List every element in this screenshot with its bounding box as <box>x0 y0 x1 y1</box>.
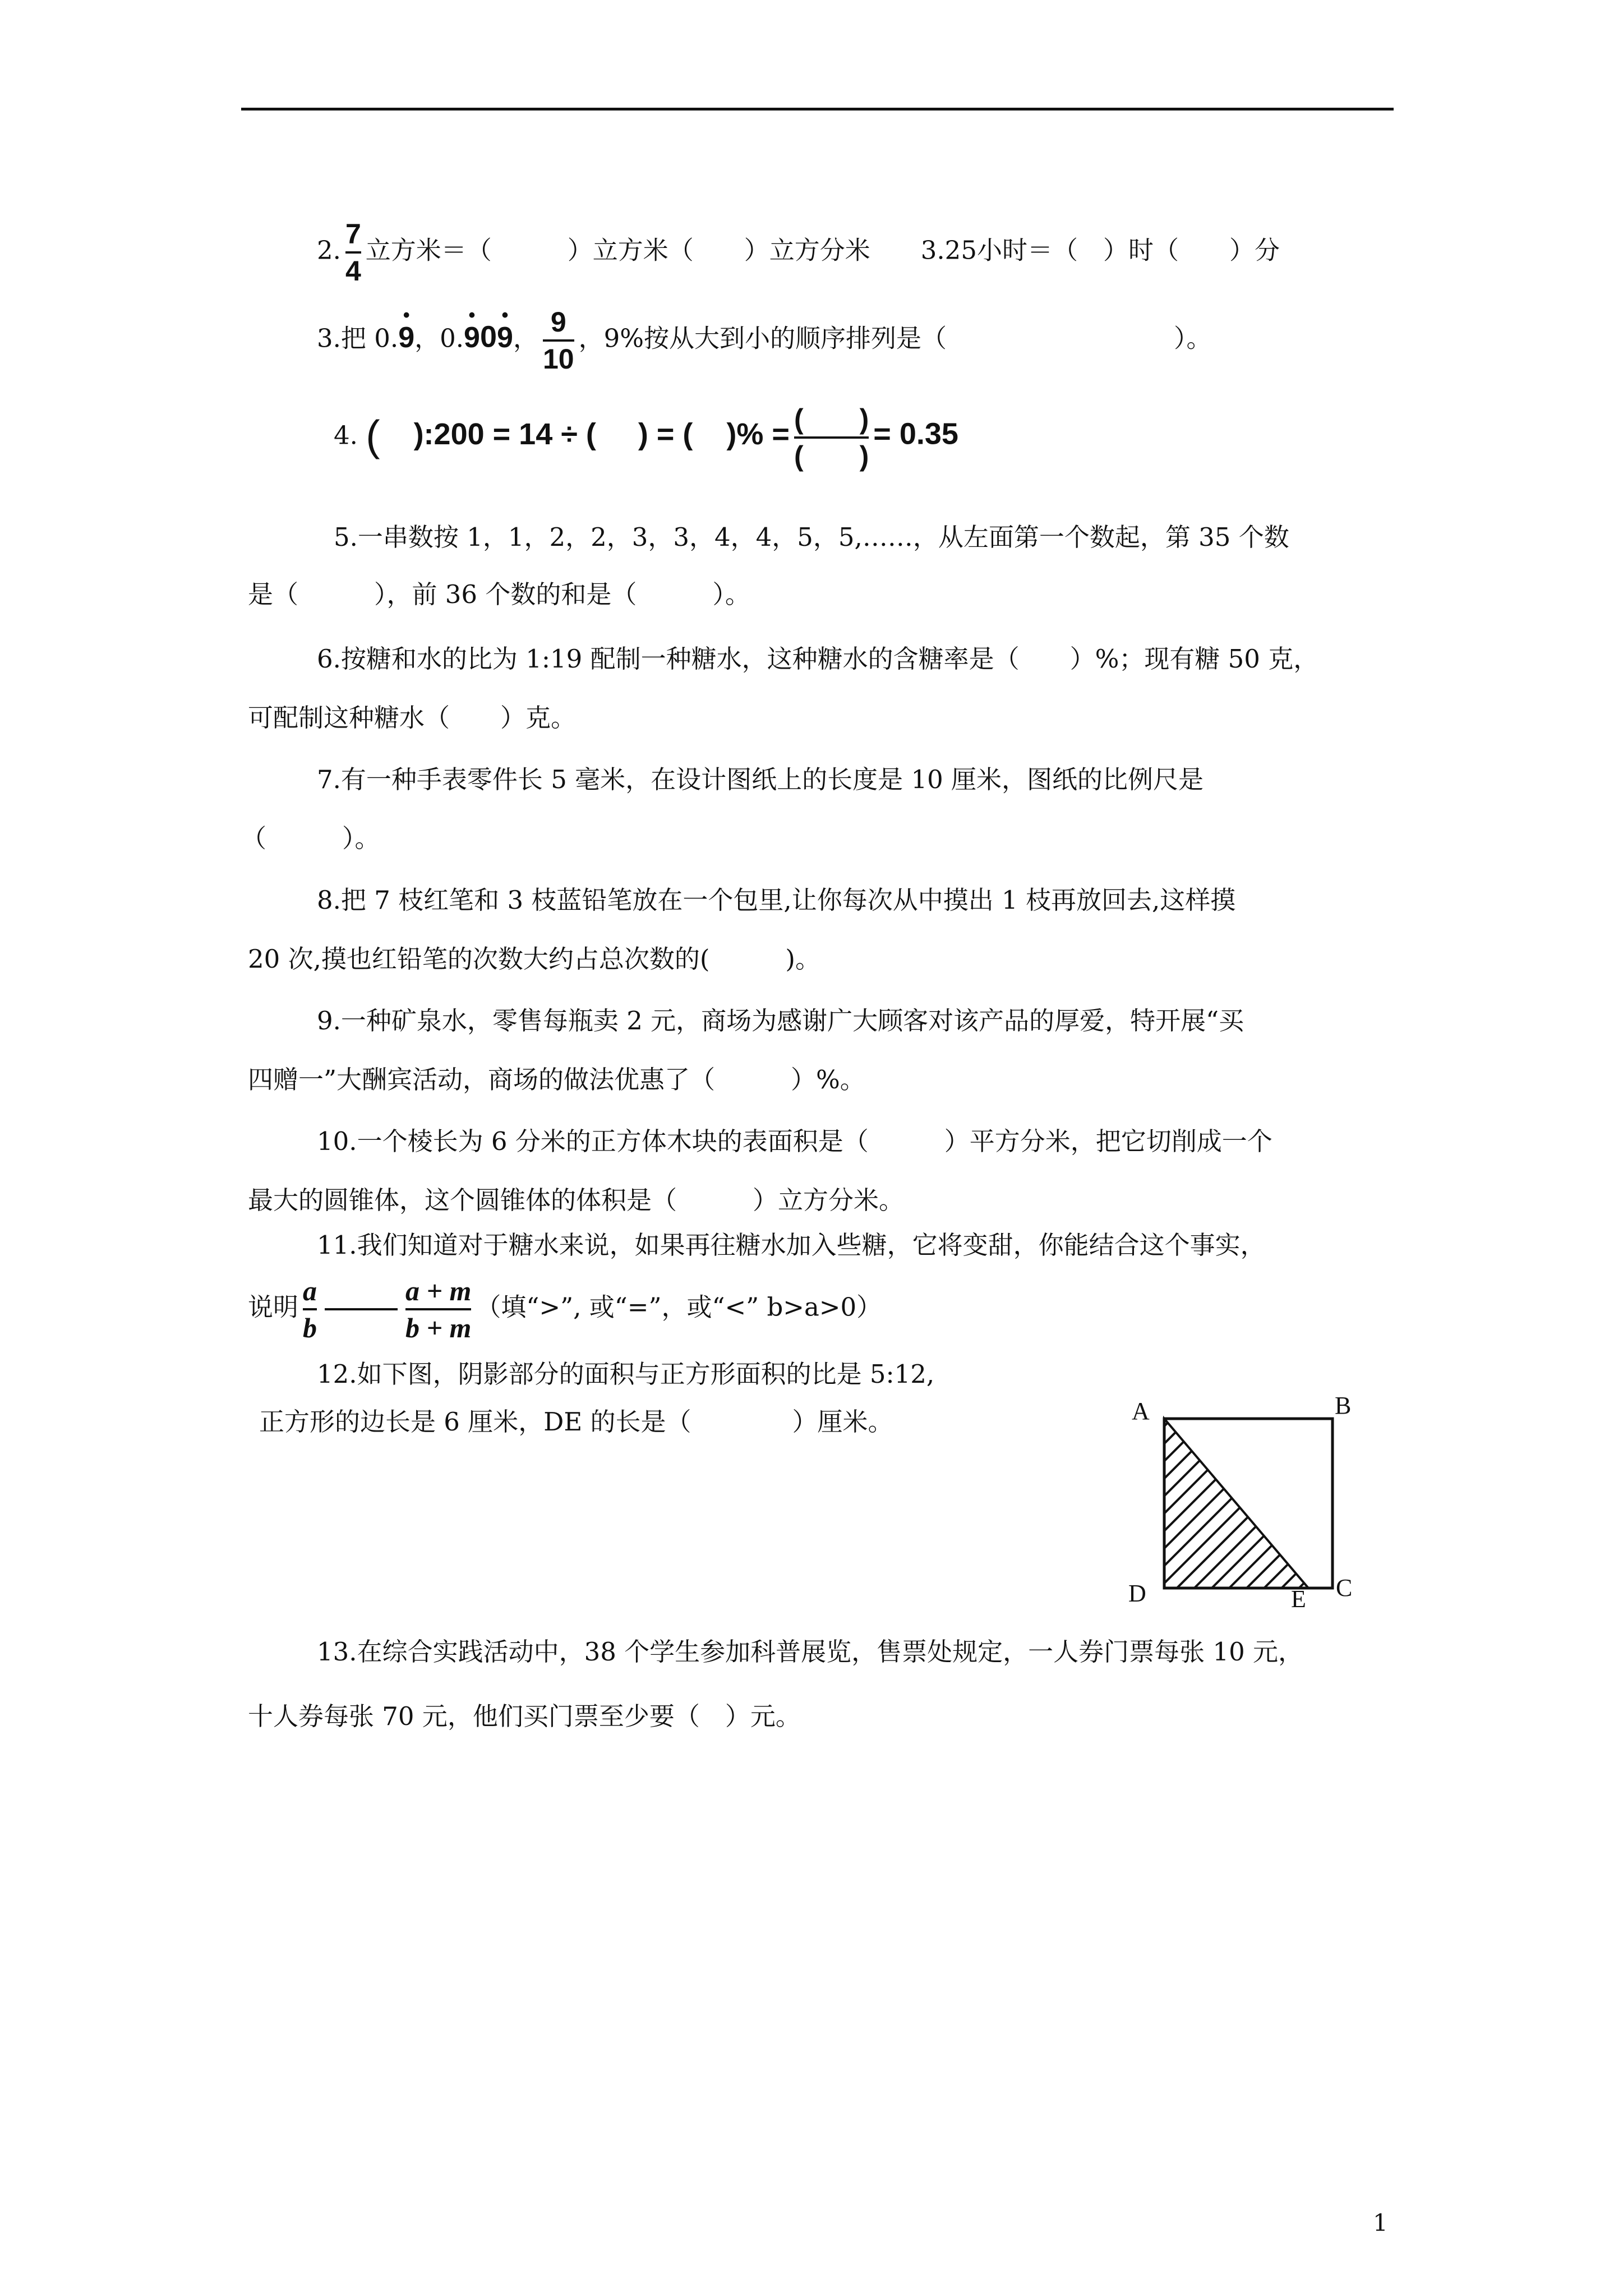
question-9-line2: 四赠一”大酬宾活动，商场的做法优惠了（ ）%。 <box>248 1065 865 1094</box>
label-c: C <box>1336 1574 1353 1602</box>
question-number: 2. <box>317 235 341 265</box>
question-11-line2: 说明 $\frac{a}{b}$ $\frac{a + m}{b + m}$ （填“>”, 或“=”，或“<” b>a>0） <box>248 1275 882 1343</box>
question-10-line1: 10.一个棱长为 6 分米的正方体木块的表面积是（ ）平方分米，把它切削成一个 <box>317 1126 1272 1156</box>
fraction-7-4: $\frac{7}{4}$ <box>345 218 361 287</box>
question-13-line1: 13.在综合实践活动中，38 个学生参加科普展览，售票处规定，一人券门票每张 10 元， <box>317 1637 1304 1667</box>
fraction-9-10: $\frac{9}{10}$ <box>542 306 574 375</box>
question-4: 4. ( ):200 = 14 ÷ ( ) = ( )% = $\frac{( )}{( )}$ = 0.35 <box>334 403 958 472</box>
repeating-digit: • 9 <box>398 321 414 355</box>
question-12-line1: 12.如下图，阴影部分的面积与正方形面积的比是 5:12, <box>317 1359 935 1389</box>
square-figure <box>1116 1386 1352 1623</box>
fraction-am-bm: $\frac{a + m}{b + m}$ <box>405 1275 472 1343</box>
question-3: 3.把 0.• 9，0.• 90• 9， $\frac{9}{10}$ ，9%按从大到小的顺序排列是（ ）。 <box>317 306 1211 375</box>
ratio-expression: ( ):200 = 14 ÷ ( ) = ( )% = <box>366 412 790 460</box>
label-b: B <box>1335 1392 1352 1419</box>
question-2 <box>317 218 1280 287</box>
shaded-triangle <box>1164 1419 1308 1588</box>
question-5-line2: 是（ ），前 36 个数的和是（ ）。 <box>248 579 750 609</box>
question-11-line1: 11.我们知道对于糖水来说，如果再往糖水加入些糖，它将变甜，你能结合这个事实， <box>317 1230 1266 1260</box>
question-8-line1: 8.把 7 枝红笔和 3 枝蓝铅笔放在一个包里,让你每次从中摸出 1 枝再放回去,这样摸 <box>317 885 1236 915</box>
label-a: A <box>1132 1397 1150 1425</box>
blank-fraction: $\frac{( )}{( )}$ <box>794 403 869 472</box>
answer-blank <box>325 1308 398 1310</box>
question-text: 立方米＝（ ）立方米（ ）立方分米 3.25小时＝（ ）时（ ）分 <box>365 235 1280 265</box>
square-diagram <box>1116 1386 1352 1621</box>
question-8-line2: 20 次,摸也红铅笔的次数大约占总次数的( )。 <box>248 944 820 974</box>
question-10-line2: 最大的圆锥体，这个圆锥体的体积是（ ）立方分米。 <box>248 1185 905 1215</box>
question-6-line1: 6.按糖和水的比为 1:19 配制一种糖水，这种糖水的含糖率是（ ）%；现有糖 50 克， <box>317 644 1319 674</box>
repeating-digit: • 9 <box>497 321 513 355</box>
question-12-line2: 正方形的边长是 6 厘米，DE 的长是（ ）厘米。 <box>259 1407 893 1437</box>
fraction-a-b: $\frac{a}{b}$ <box>303 1275 317 1343</box>
page-number: 1 <box>1373 2209 1388 2237</box>
repeating-digit: • 9 <box>464 321 480 355</box>
question-5-line1: 5.一串数按 1，1，2，2，3，3，4，4，5，5,……，从左面第一个数起，第 35 个数 <box>334 522 1289 552</box>
question-9-line1: 9.一种矿泉水，零售每瓶卖 2 元，商场为感谢广大顾客对该产品的厚爱，特开展“买 <box>317 1006 1244 1036</box>
question-7-line2: （ ）。 <box>241 823 380 853</box>
question-6-line2: 可配制这种糖水（ ）克。 <box>248 703 577 733</box>
question-13-line2: 十人券每张 70 元，他们买门票至少要（ ）元。 <box>248 1701 801 1731</box>
label-d: D <box>1128 1580 1146 1607</box>
label-e: E <box>1291 1585 1306 1613</box>
question-7-line1: 7.有一种手表零件长 5 毫米，在设计图纸上的长度是 10 厘米，图纸的比例尺是 <box>317 765 1204 794</box>
header-rule <box>241 108 1394 111</box>
